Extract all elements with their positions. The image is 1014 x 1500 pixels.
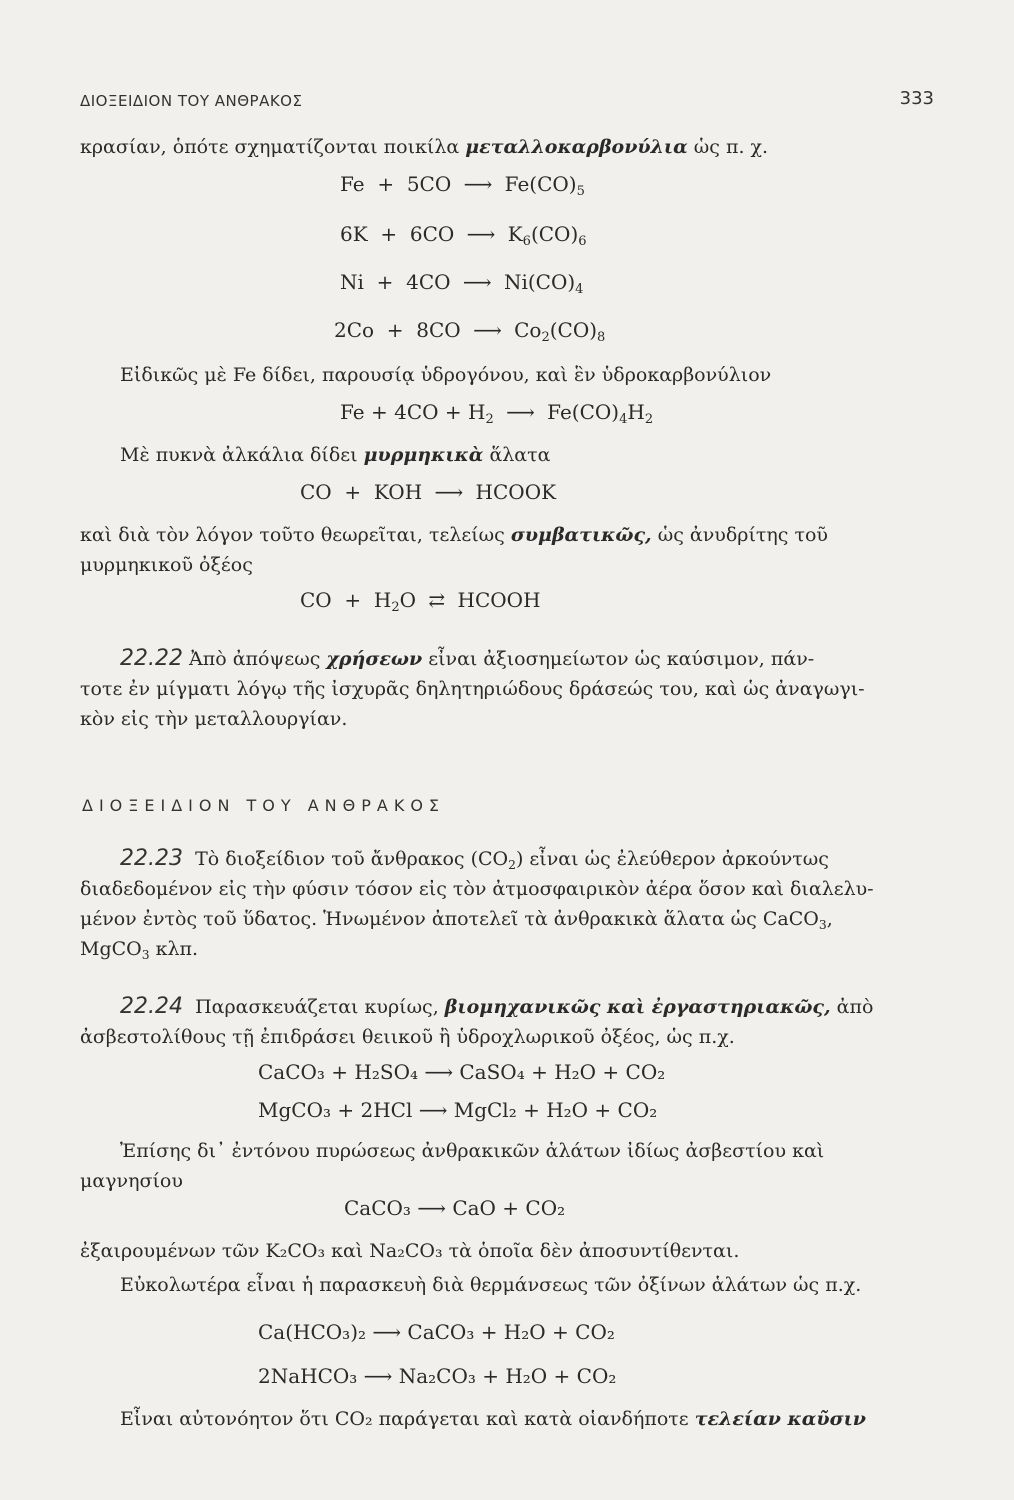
text-span: Εἶναι αὐτονόητον ὅτι CO₂ παράγεται καὶ κατὰ οἱανδήποτε xyxy=(120,1408,689,1430)
equilibrium-arrow-icon: ⇄ xyxy=(428,588,446,612)
eq-term: 5CO xyxy=(406,172,452,196)
eq-plus: + xyxy=(386,318,404,342)
eq-term: Ni(CO) xyxy=(503,270,576,294)
eq-term: H xyxy=(627,400,645,424)
subscript: 2 xyxy=(485,412,494,427)
eq-term: O xyxy=(399,588,417,612)
text-span: ὡς ἀνυδρίτης τοῦ xyxy=(657,524,828,546)
section-22-24 xyxy=(80,992,873,1052)
text-span: εἶναι ἀξιοσημείωτον ὡς καύσιμον, πάν- xyxy=(428,648,815,670)
paragraph-anhydride xyxy=(80,520,828,580)
eq-term: Ni xyxy=(340,270,364,294)
text-span: Ἀπὸ ἀπόψεως xyxy=(189,648,321,670)
reaction-arrow-icon: ⟶ xyxy=(473,318,502,342)
section-number: 22.23 xyxy=(120,846,183,871)
eq-term: 6K xyxy=(340,222,368,246)
equation-mgco3-hcl: MgCO₃ + 2HCl ⟶ MgCl₂ + H₂O + CO₂ xyxy=(258,1098,658,1122)
eq-term: 2Co xyxy=(334,318,375,342)
text-span: κὸν εἰς τὴν μεταλλουργίαν. xyxy=(80,708,348,730)
text-span: μένον ἐντὸς τοῦ ὕδατος. Ἡνωμένον ἀποτελεῖ τὰ ἀνθρακικὰ ἅλατα ὡς CaCO xyxy=(80,908,819,930)
subscript: 2 xyxy=(508,858,516,872)
equation-co-water xyxy=(300,588,541,615)
text-span: Τὸ διοξείδιον τοῦ ἄνθρακος (CO xyxy=(195,848,509,870)
subscript: 5 xyxy=(576,184,585,199)
subscript: 3 xyxy=(818,918,827,932)
subscript: 2 xyxy=(644,412,654,427)
eq-term: 8CO xyxy=(416,318,461,342)
subscript: 8 xyxy=(597,330,606,345)
section-number: 22.24 xyxy=(120,994,183,1019)
text-span: κρασίαν, ὁπότε σχηματίζονται ποικίλα xyxy=(80,136,460,158)
text-span: μαγνησίου xyxy=(80,1170,183,1192)
text-span: , xyxy=(826,908,833,930)
subscript: 4 xyxy=(575,282,584,297)
emphasis-term: μεταλλοκαρβονύλια xyxy=(465,136,688,158)
subscript: 2 xyxy=(391,600,400,615)
eq-term: HCOOK xyxy=(475,480,557,504)
eq-term: Co xyxy=(514,318,542,342)
eq-term: (CO) xyxy=(530,222,579,246)
reaction-arrow-icon: ⟶ xyxy=(434,480,464,504)
eq-plus: + xyxy=(377,172,395,196)
emphasis-term: μυρμηκικὰ xyxy=(363,444,484,466)
eq-term: CO xyxy=(300,480,332,504)
eq-plus: + xyxy=(380,222,398,246)
emphasis-term: βιομηχανικῶς καὶ ἐργαστηριακῶς, xyxy=(444,996,831,1018)
eq-term: KOH xyxy=(373,480,423,504)
section-heading: ΔΙΟΞΕΙΔΙΟΝ ΤΟΥ ΑΝΘΡΑΚΟΣ xyxy=(82,796,446,815)
eq-term: K xyxy=(507,222,523,246)
paragraph-bicarbonates: Εὐκολωτέρα εἶναι ἡ παρασκευὴ διὰ θερμάνσεως τῶν ὀξίνων ἁλάτων ὡς π.χ. xyxy=(120,1274,862,1296)
paragraph-fe-hydrogen: Εἰδικῶς μὲ Fe δίδει, παρουσίᾳ ὑδρογόνου, καὶ ἓν ὑδροκαρβονύλιον xyxy=(120,364,772,386)
equation-k-co xyxy=(340,222,587,249)
equation-na-bicarbonate: 2NaHCO₃ ⟶ Na₂CO₃ + H₂O + CO₂ xyxy=(258,1364,617,1388)
text-span: τοτε ἐν μίγματι λόγῳ τῆς ἰσχυρᾶς δηλητηριώδους δράσεώς του, καὶ ὡς ἀναγωγι- xyxy=(80,678,865,700)
text-span: ἀσβεστολίθους τῇ ἐπιδράσει θειικοῦ ἢ ὑδροχλωρικοῦ ὀξέος, ὡς π.χ. xyxy=(80,1026,735,1048)
eq-term: HCOOH xyxy=(457,588,541,612)
eq-term: Fe xyxy=(340,172,365,196)
text-span: καὶ διὰ τὸν λόγον τοῦτο θεωρεῖται, τελείως xyxy=(80,524,505,546)
eq-term: H xyxy=(373,588,392,612)
reaction-arrow-icon: ⟶ xyxy=(463,172,493,196)
paragraph-exceptions: ἐξαιρουμένων τῶν K₂CO₃ καὶ Na₂CO₃ τὰ ὁποῖα δὲν ἀποσυντίθενται. xyxy=(80,1240,740,1262)
section-22-22 xyxy=(80,644,865,734)
equation-ca-bicarbonate: Ca(HCO₃)₂ ⟶ CaCO₃ + H₂O + CO₂ xyxy=(258,1320,615,1344)
eq-term: Fe(CO) xyxy=(504,172,577,196)
text-span: Ἐπίσης δι᾽ ἐντόνου πυρώσεως ἀνθρακικῶν ἁλάτων ἰδίως ἀσβεστίου καὶ xyxy=(120,1140,825,1162)
equation-co-co xyxy=(334,318,606,345)
equation-fe-hydrocarbonyl xyxy=(340,400,654,427)
reaction-arrow-icon: ⟶ xyxy=(466,222,496,246)
text-span: ὡς π. χ. xyxy=(693,136,769,158)
subscript: 4 xyxy=(619,412,628,427)
eq-term: Fe(CO) xyxy=(547,400,620,424)
equation-ni-co xyxy=(340,270,584,297)
paragraph-combustion xyxy=(120,1404,866,1434)
section-number: 22.22 xyxy=(120,646,183,671)
text-span: ) εἶναι ὡς ἐλεύθερον ἀρκούντως xyxy=(515,848,829,870)
section-22-23 xyxy=(80,844,874,964)
text-span: ἀπὸ xyxy=(836,996,874,1018)
subscript: 3 xyxy=(141,948,150,962)
page-number: 333 xyxy=(899,88,934,109)
equation-caco3-decomp: CaCO₃ ⟶ CaO + CO₂ xyxy=(344,1196,566,1220)
paragraph-intro xyxy=(80,132,768,162)
eq-term: 4CO xyxy=(406,270,451,294)
emphasis-term: χρήσεων xyxy=(326,648,423,670)
text-span: ἅλατα xyxy=(489,444,551,466)
paragraph-alkali xyxy=(120,440,550,470)
reaction-arrow-icon: ⟶ xyxy=(506,400,535,424)
subscript: 2 xyxy=(541,330,550,345)
equation-co-koh xyxy=(300,480,556,504)
eq-plus: + xyxy=(344,480,362,504)
equation-caco3-h2so4: CaCO₃ + H₂SO₄ ⟶ CaSO₄ + H₂O + CO₂ xyxy=(258,1060,666,1084)
text-span: διαδεδομένον εἰς τὴν φύσιν τόσον εἰς τὸν ἀτμοσφαιρικὸν ἀέρα ὅσον καὶ διαλελυ- xyxy=(80,878,874,900)
eq-term: (CO) xyxy=(549,318,598,342)
eq-plus: + xyxy=(444,400,462,424)
paragraph-calcination xyxy=(80,1136,824,1196)
eq-plus: + xyxy=(370,400,388,424)
eq-term: 4CO xyxy=(394,400,439,424)
reaction-arrow-icon: ⟶ xyxy=(462,270,492,294)
eq-term: Fe xyxy=(340,400,365,424)
subscript: 6 xyxy=(522,234,531,249)
text-span: MgCO xyxy=(80,938,142,960)
emphasis-term: τελείαν καῦσιν xyxy=(694,1408,866,1430)
running-header: ΔΙΟΞΕΙΔΙΟΝ ΤΟΥ ΑΝΘΡΑΚΟΣ xyxy=(80,92,303,110)
emphasis-term: συμβατικῶς, xyxy=(510,524,652,546)
subscript: 6 xyxy=(578,234,587,249)
text-span: Παρασκευάζεται κυρίως, xyxy=(195,996,439,1018)
equation-fe-co xyxy=(340,172,585,199)
eq-term: H xyxy=(468,400,486,424)
text-span: μυρμηκικοῦ ὀξέος xyxy=(80,554,253,576)
text-span: Μὲ πυκνὰ ἀλκάλια δίδει xyxy=(120,444,358,466)
eq-plus: + xyxy=(344,588,362,612)
text-span: κλπ. xyxy=(155,938,199,960)
eq-plus: + xyxy=(376,270,394,294)
eq-term: CO xyxy=(300,588,332,612)
eq-term: 6CO xyxy=(409,222,455,246)
